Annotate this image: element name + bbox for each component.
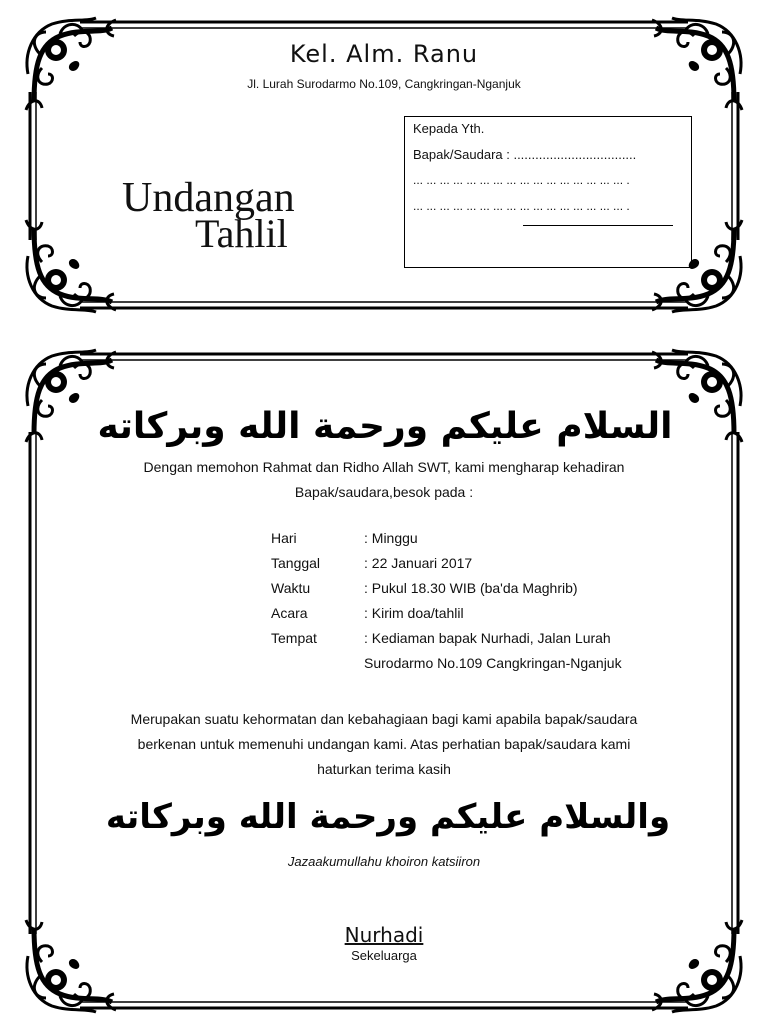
detail-value: : Kediaman bapak Nurhadi, Jalan Lurah	[364, 630, 611, 646]
closing-line: haturkan terima kasih	[317, 761, 451, 777]
detail-value: : Kirim doa/tahlil	[364, 605, 464, 621]
family-address: Jl. Lurah Surodarmo No.109, Cangkringan-Nganjuk	[247, 77, 521, 91]
invitation-title-line1: Undangan	[122, 175, 295, 221]
recipient-dots-line: ... ... ... ... ... ... ... ... ... ... ... ... ... ... ... ... .	[413, 199, 630, 213]
letter-card	[0, 340, 768, 1024]
detail-value: : 22 Januari 2017	[364, 555, 473, 571]
detail-value: : Minggu	[364, 530, 418, 546]
family-name: Kel. Alm. Ranu	[289, 40, 479, 68]
opening-salam-calligraphy	[97, 390, 673, 454]
intro-line: Bapak/saudara,besok pada :	[294, 484, 474, 500]
detail-value: : Pukul 18.30 WIB (ba'da Maghrib)	[364, 580, 578, 596]
closing-line: Merupakan suatu kehormatan dan kebahagiaan bagi kami apabila bapak/saudara	[130, 711, 638, 727]
detail-label: Hari	[271, 530, 297, 546]
closing-salam-text: والسلام عليكم ورحمة الله وبركاته	[105, 797, 671, 837]
detail-label: Tempat	[271, 630, 317, 646]
closing-line: berkenan untuk memenuhi undangan kami. Atas perhatian bapak/saudara kami	[137, 736, 631, 752]
host-suffix: Sekeluarga	[351, 948, 417, 963]
event-details	[0, 530, 768, 680]
address-underline	[523, 225, 673, 226]
closing-phrase: Jazaakumullahu khoiron katsiiron	[287, 854, 481, 869]
host-name: Nurhadi	[344, 923, 424, 947]
invitation-title-line2: Tahlil	[195, 211, 288, 256]
detail-label: Acara	[271, 605, 308, 621]
place-continuation: Surodarmo No.109 Cangkringan-Nganjuk	[364, 655, 622, 671]
intro-line: Dengan memohon Rahmat dan Ridho Allah SWT, kami mengharap kehadiran	[143, 459, 625, 475]
detail-label: Waktu	[271, 580, 311, 596]
closing-salam-calligraphy	[105, 784, 671, 844]
recipient-box	[404, 116, 692, 268]
recipient-to-label: Kepada Yth.	[413, 121, 485, 136]
opening-salam-text: السلام عليكم ورحمة الله وبركاته	[97, 406, 673, 447]
recipient-dots-line: ... ... ... ... ... ... ... ... ... ... ... ... ... ... ... ... .	[413, 173, 630, 187]
envelope-card	[0, 0, 768, 330]
recipient-name-line: Bapak/Saudara : ..................................	[413, 147, 637, 162]
detail-label: Tanggal	[271, 555, 321, 571]
